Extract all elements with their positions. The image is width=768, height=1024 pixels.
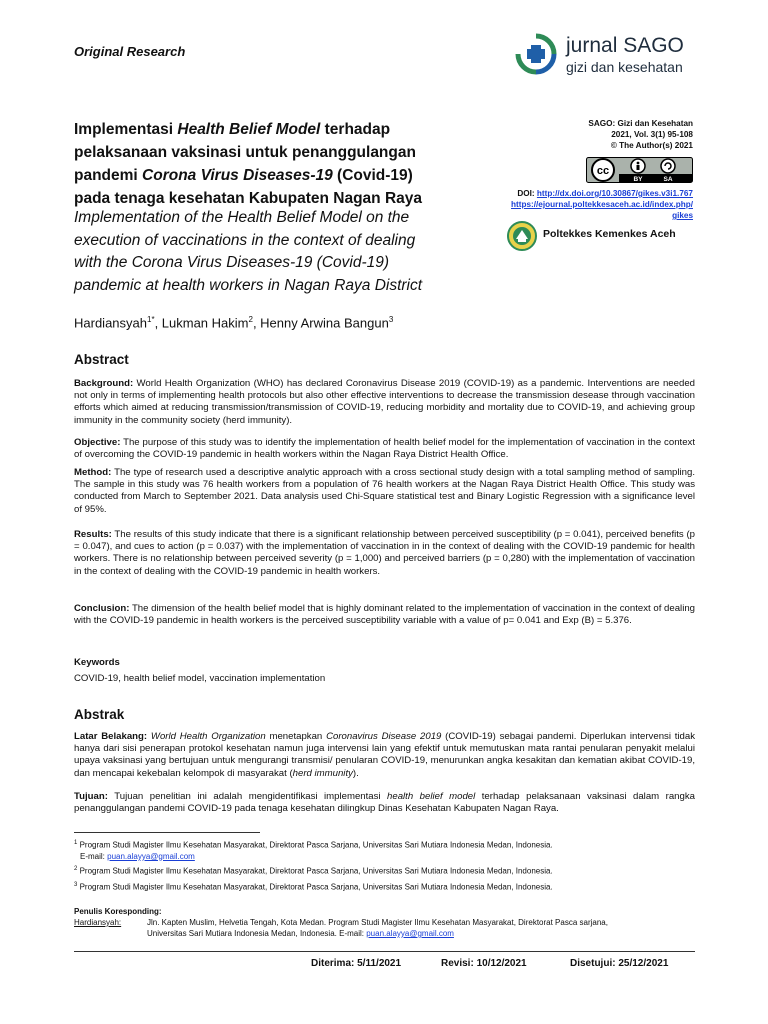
footnote-2: $^2$ Program Studi Magister Ilmu Kesehatan Masyarakat, Direktorat Pasca Sarjana, Universitas Sari Mutiara Indonesia Medan, Indonesia.: [74, 866, 553, 876]
abstract-results: Results: The results of this study indicate that there is a significant relationship between perceived susceptibility (p = 0.041), perceived benefits (p = 0.047), and cues to action (p = 0.037) with the implementation of vaccination in in the context of dealing with the COVID-19 pandemic for health workers. There is no relationship between perceived severity (p = 1,000) and perceived barriers (p = 0,280) with the implementation of vaccination in the context of dealing with the COVID-19 pandemic in health workers.: [74, 529, 695, 577]
abstract-heading: Abstract: [74, 352, 129, 367]
poltekkes-logo-icon: [507, 221, 537, 251]
article-title-en: Implementation of the Health Belief Model on the execution of vaccinations in the context of dealing with the Corona Virus Diseases-19 (Covid-19) pandemic at health workers in Nagan Raya District: [74, 209, 423, 294]
article-type-label: Original Research: [74, 44, 186, 59]
author-list: Hardiansyah$^{1*}$, Lukman Hakim$^2$, Henny Arwina Bangun$^3$: [74, 315, 394, 331]
institution-name: Poltekkes Kemenkes Aceh: [543, 228, 676, 240]
journal-url-link[interactable]: https://ejournal.poltekkesaceh.ac.id/index.php/: [511, 200, 693, 209]
dates-divider: [74, 951, 695, 952]
svg-text:SA: SA: [663, 176, 673, 183]
abstract-conclusion: Conclusion: The dimension of the health belief model that is highly dominant related to the implementation of vaccination in the context of dealing with the COVID-19 pandemic in health workers is the perceived susceptibility variable with a value of p= 0.041 and Exp (B) = 5.376.: [74, 603, 695, 627]
correspondence-name: Hardiansyah:: [74, 918, 122, 927]
publication-meta: SAGO: Gizi dan Kesehatan 2021, Vol. 3(1) 95-108 © The Author(s) 2021: [588, 119, 693, 150]
institution-block: [507, 221, 697, 251]
svg-text:BY: BY: [633, 176, 643, 183]
sago-emblem-icon: [514, 32, 558, 76]
cc-license-badge[interactable]: [586, 157, 693, 183]
footnote-1: $^1$ Program Studi Magister Ilmu Kesehatan Masyarakat, Direktorat Pasca Sarjana, Universitas Sari Mutiara Indonesia Medan, Indonesia. E-mail: puan.alayya@gmail.com: [74, 840, 553, 861]
abstrak-latar: Latar Belakang: World Health Organization menetapkan Coronavirus Disease 2019 (COVID-19) sebagai pandemi. Diperlukan intervensi tidak hanya dari sisi penerapan protokol kesehatan namun juga intervensi lain yang efektif untuk memutuskan mata rantai penularan penyakit melalui upaya vaksinasi yang bertujuan untuk mengurangi transmisi/ penularan COVID-19, menurunkan angka kesakitan dan kematian akibat COVID-19, dan mencapai kekebalan kelompok di masyarakat (herd immunity).: [74, 731, 696, 779]
journal-subtitle: gizi dan kesehatan: [566, 59, 683, 75]
correspondence-email-link[interactable]: puan.alayya@gmail.com: [366, 929, 454, 938]
abstract-background: Background: World Health Organization (WHO) has declared Coronavirus Disease 2019 (COVID-19) as a pandemic. Interventions are needed not only in terms of implementing health protocols but also other effective interventions to decrease the transmission desease through vaccination efforts which aimed at reducing transmission/transmission of COVID-19, reducing morbidity and mortality due to COVID-19, and achieving group immunity in the community society (herd immunity).: [74, 378, 695, 426]
correspondence-heading: Penulis Koresponding:: [74, 907, 162, 916]
accepted-date: Disetujui: 25/12/2021: [570, 958, 669, 969]
footnote-divider: [74, 832, 260, 833]
journal-logo: [514, 32, 694, 76]
cc-by-sa-icon: [586, 157, 693, 183]
doi-block: DOI: http://dx.doi.org/10.30867/gikes.v3i1.767 https://ejournal.poltekkesaceh.ac.id/index.php/ gikes: [511, 189, 693, 220]
footnote-email-link[interactable]: puan.alayya@gmail.com: [107, 851, 195, 861]
journal-url-link-cont[interactable]: gikes: [672, 211, 693, 220]
keywords-text: COVID-19, health belief model, vaccination implementation: [74, 673, 326, 684]
abstract-objective: Objective: The purpose of this study was to identify the implementation of health belief model for the implementation of vaccination in the context of overcoming the COVID-19 pandemic in health workers within the Nagan Raya District Health Office.: [74, 437, 695, 461]
abstrak-heading: Abstrak: [74, 707, 125, 722]
svg-text:cc: cc: [596, 165, 610, 177]
correspondence-address: Jln. Kapten Muslim, Helvetia Tengah, Kota Medan. Program Studi Magister Ilmu Kesehatan Masyarakat, Direktorat Pasca sarjana, Universitas Sari Mutiara Indonesia Medan, Indonesia. E-mail: puan.alayya@gmail.com: [147, 918, 608, 938]
article-title-id: Implementasi Health Belief Model terhadap pelaksanaan vaksinasi untuk penanggulangan pandemi Corona Virus Diseases-19 (Covid-19) pada tenaga kesehatan Kabupaten Nagan Raya: [74, 121, 423, 207]
abstract-method: Method: The type of research used a descriptive analytic approach with a cross sectional study design with a total sampling method of sampling. The sample in this study was 76 health workers from a population of 76 health workers at the Nagan Raya District Health Office. This study was conducted from March to September 2021. Data analysis used Chi-Square statistical test and Binary Logistic Regression with a significance level of 95%.: [74, 467, 695, 515]
keywords-heading: Keywords: [74, 657, 120, 668]
footnote-3: $^3$ Program Studi Magister Ilmu Kesehatan Masyarakat, Direktorat Pasca Sarjana, Universitas Sari Mutiara Indonesia Medan, Indonesia.: [74, 882, 553, 892]
journal-name: jurnal SAGO: [566, 34, 684, 57]
revised-date: Revisi: 10/12/2021: [441, 958, 527, 969]
abstrak-tujuan: Tujuan: Tujuan penelitian ini adalah mengidentifikasi implementasi health belief model terhadap pelaksanaan vaksinasi dalam rangka penanggulangan pandemi COVID-19 pada tenaga kesehatan dilingkup Dinas Kesehatan Kabupaten Nagan Raya.: [74, 791, 695, 815]
doi-link[interactable]: http://dx.doi.org/10.30867/gikes.v3i1.767: [536, 189, 693, 198]
received-date: Diterima: 5/11/2021: [311, 958, 402, 969]
